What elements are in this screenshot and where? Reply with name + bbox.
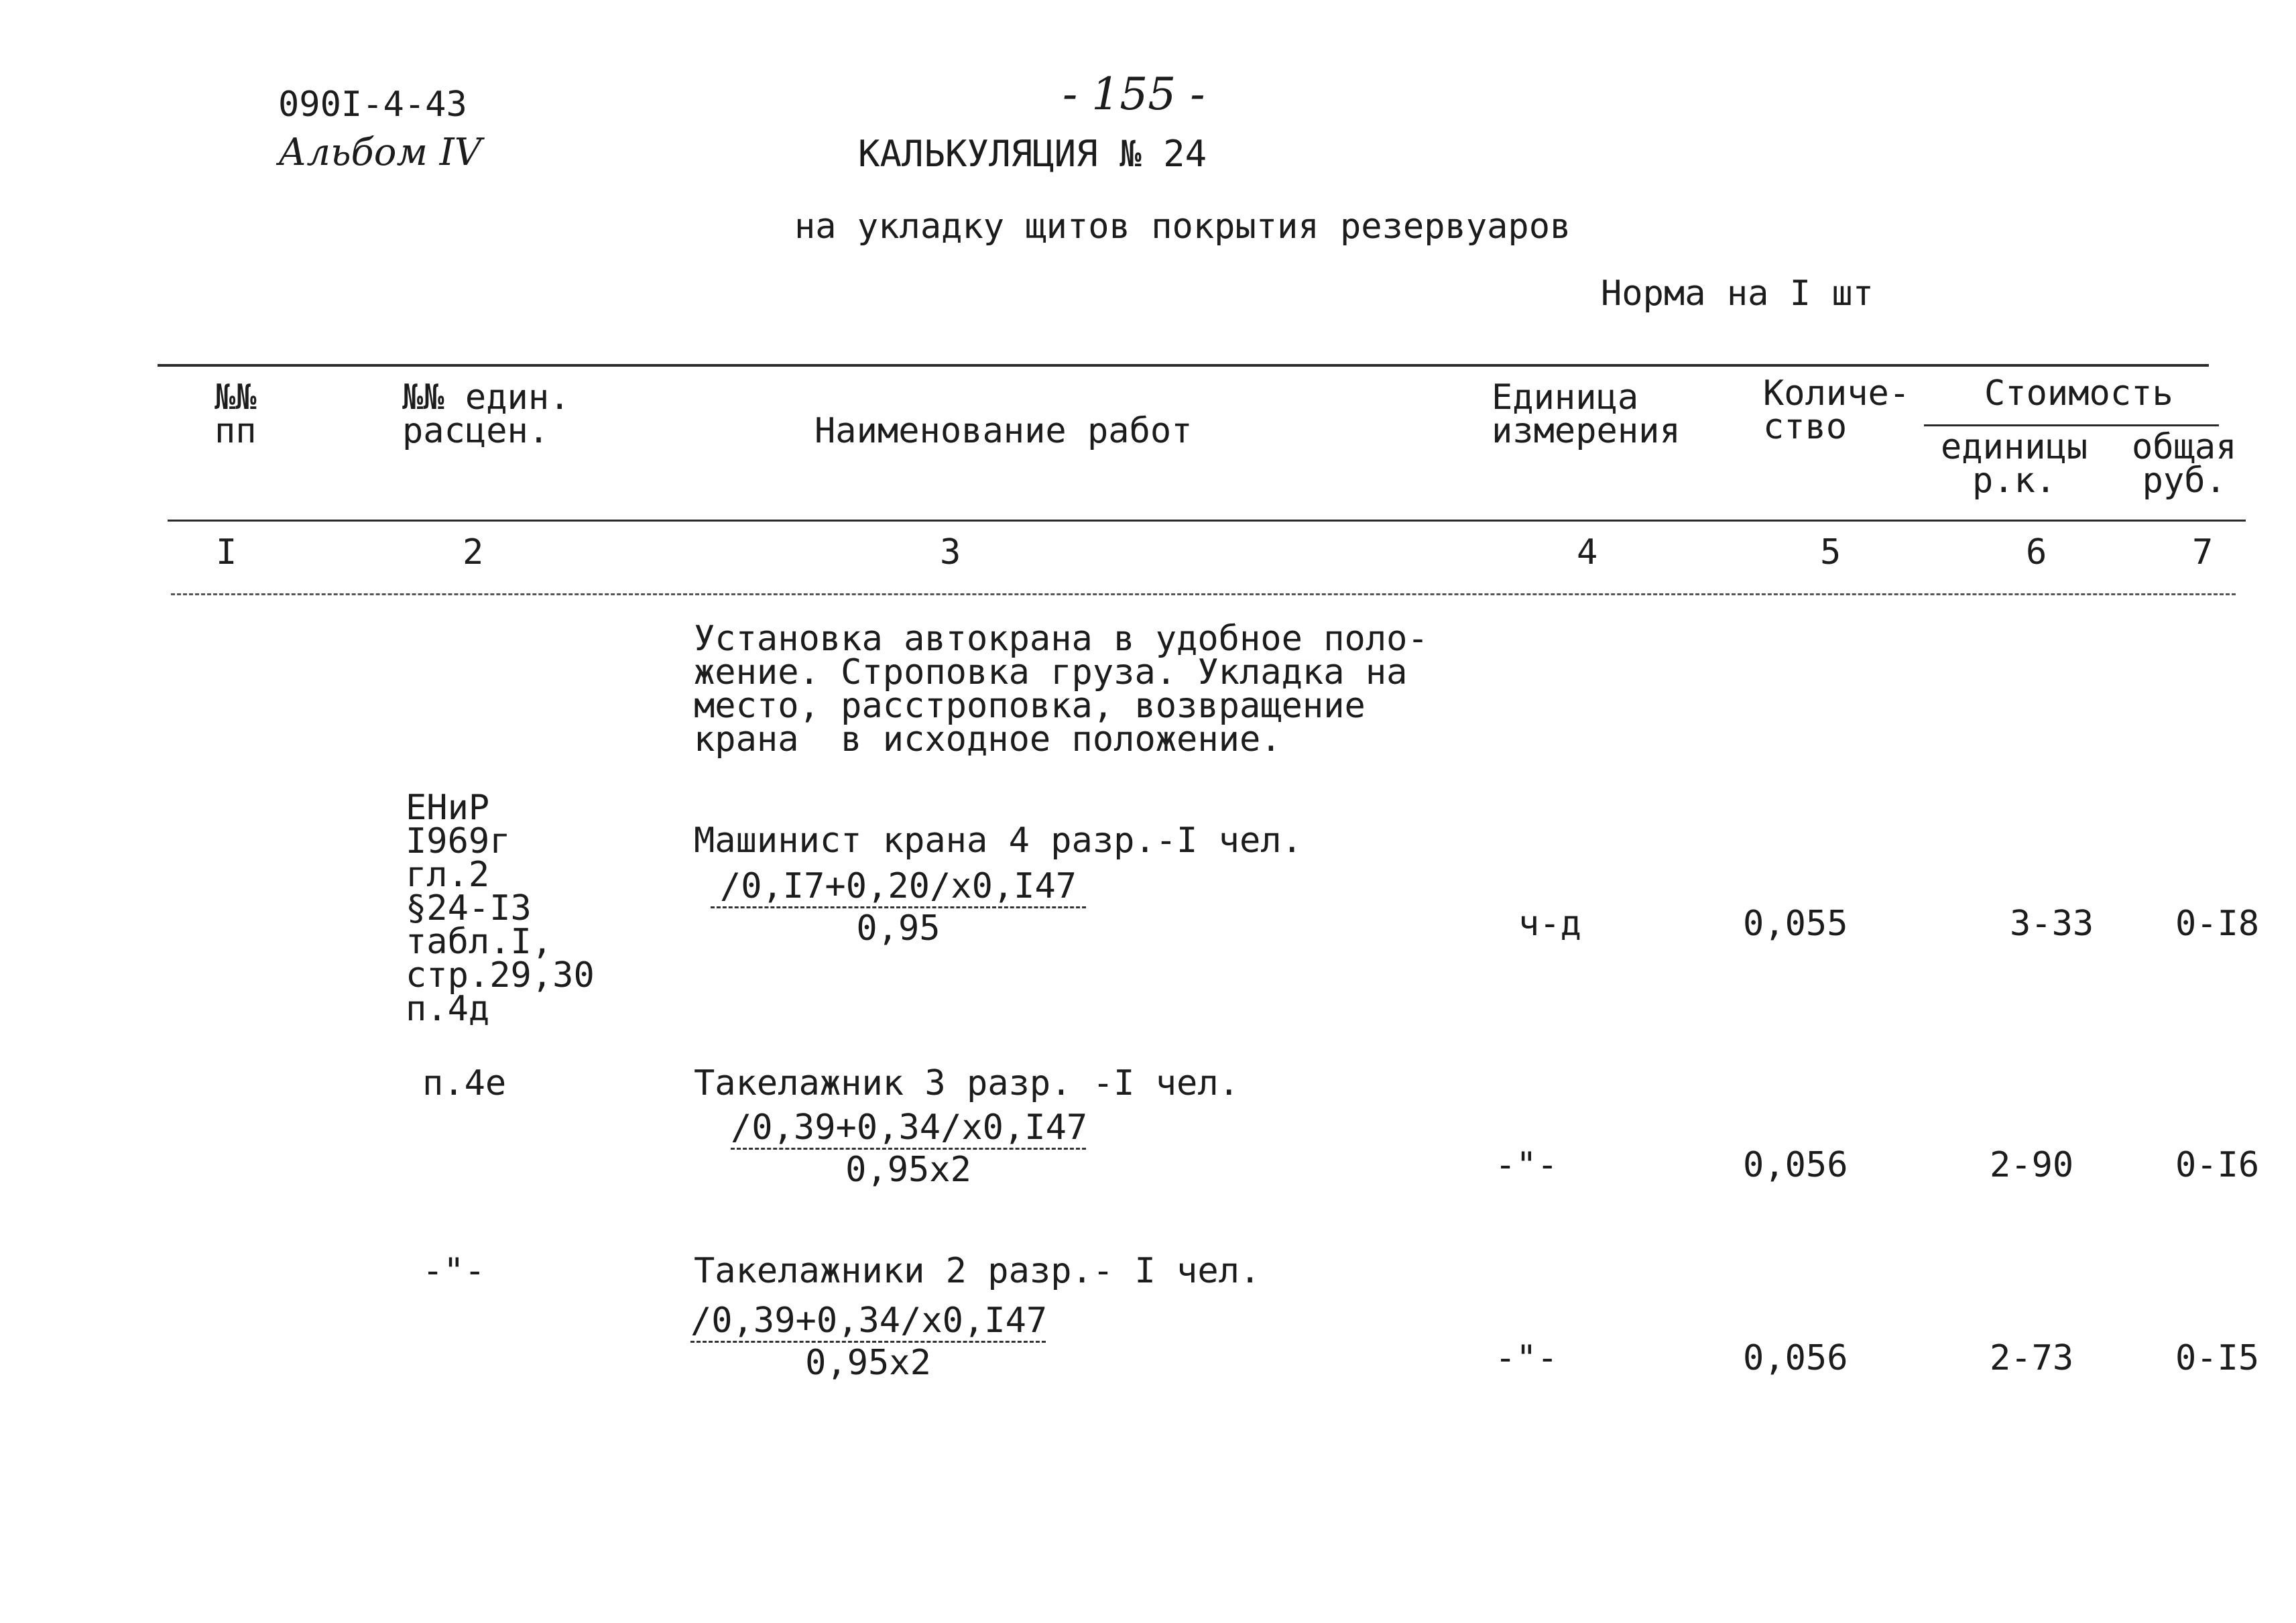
header-bottom-rule <box>168 520 2246 522</box>
column-number-4: 4 <box>1577 532 1598 573</box>
row-2-quantity: 0,056 <box>1743 1145 1848 1185</box>
row-3-work: Такелажники 2 разр.- I чел. <box>694 1251 1261 1291</box>
row-3-formula-denominator: 0,95х2 <box>805 1343 931 1383</box>
row-3-rate-ref: -"- <box>422 1251 485 1291</box>
header-row-number: №№ пп <box>215 377 257 451</box>
norm-label: Норма на I шт <box>1601 274 1874 314</box>
row-3-unit: -"- <box>1495 1338 1558 1378</box>
row-2-unit: -"- <box>1495 1145 1558 1185</box>
row-2-total: 0-I6 <box>2175 1145 2260 1185</box>
row-3-quantity: 0,056 <box>1743 1338 1848 1378</box>
document-title: КАЛЬКУЛЯЦИЯ № 24 <box>858 133 1207 175</box>
header-cost-group: Стоимость <box>1984 373 2173 414</box>
column-number-6: 6 <box>2026 532 2047 573</box>
row-1-rate-ref: ЕНиР I969г гл.2 §24-I3 табл.I, стр.29,30 п.4д <box>406 788 595 1029</box>
row-3-formula <box>690 1301 1046 1383</box>
cost-group-rule <box>1924 424 2219 426</box>
table-top-rule <box>158 364 2209 367</box>
row-1-unit-cost: 3-33 <box>2010 904 2094 944</box>
album-label: Альбом IV <box>278 131 482 174</box>
row-1-formula-numerator: /0,I7+0,20/х0,I47 <box>719 866 1077 906</box>
column-number-3: 3 <box>940 532 961 573</box>
row-2-rate-ref: п.4е <box>422 1063 507 1103</box>
header-unit-cost: единицы р.к. <box>1941 427 2088 501</box>
row-2-work: Такелажник 3 разр. -I чел. <box>694 1063 1240 1103</box>
column-number-2: 2 <box>463 532 484 573</box>
row-1-quantity: 0,055 <box>1743 904 1848 944</box>
page-number: - 155 - <box>1063 68 1205 120</box>
operation-description: Установка автокрана в удобное поло- жение. Строповка груза. Укладка на место, расстроповка, возвращение крана в исходное положение. <box>694 619 1429 760</box>
row-1-formula <box>711 866 1086 949</box>
column-number-7: 7 <box>2192 532 2214 573</box>
header-quantity: Количе- ство <box>1763 373 1911 447</box>
document-code: 090I-4-43 <box>278 84 467 125</box>
header-unit: Единица измерения <box>1492 377 1681 451</box>
header-work-name: Наименование работ <box>814 411 1193 451</box>
header-rate-ref: №№ един. расцен. <box>402 377 570 451</box>
row-2-formula <box>731 1107 1086 1190</box>
row-2-unit-cost: 2-90 <box>1990 1145 2074 1185</box>
row-2-formula-numerator: /0,39+0,34/х0,I47 <box>731 1107 1088 1148</box>
column-number-1: I <box>216 532 237 573</box>
row-1-total: 0-I8 <box>2175 904 2260 944</box>
column-numbers-rule <box>171 593 2236 595</box>
row-1-work: Машинист крана 4 разр.-I чел. <box>694 821 1303 861</box>
row-3-unit-cost: 2-73 <box>1990 1338 2074 1378</box>
row-1-formula-denominator: 0,95 <box>856 908 941 949</box>
row-2-formula-denominator: 0,95х2 <box>845 1150 971 1190</box>
row-3-formula-numerator: /0,39+0,34/х0,I47 <box>690 1301 1048 1341</box>
header-total-cost: общая руб. <box>2132 427 2237 501</box>
column-number-5: 5 <box>1820 532 1841 573</box>
document-subtitle: на укладку щитов покрытия резервуаров <box>794 206 1571 247</box>
row-1-unit: ч-д <box>1518 904 1581 944</box>
row-3-total: 0-I5 <box>2175 1338 2260 1378</box>
